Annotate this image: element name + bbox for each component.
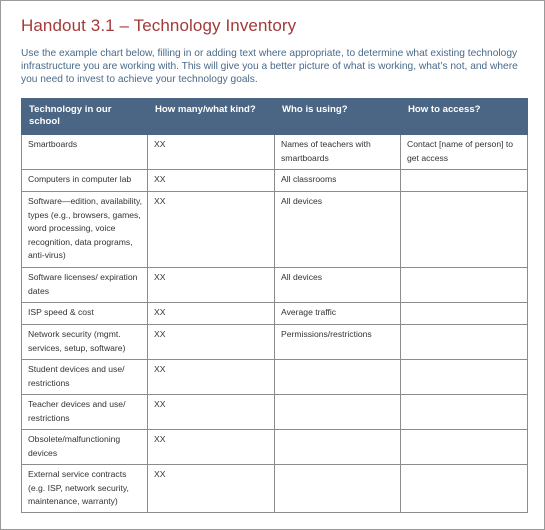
- table-row: [22, 360, 528, 395]
- cell-how-many: XX: [148, 170, 275, 192]
- cell-how-to-access: [401, 395, 528, 430]
- header-how-many: How many/what kind?: [148, 99, 275, 135]
- cell-who-is-using: All classrooms: [275, 170, 401, 192]
- intro-paragraph: Use the example chart below, filling in or adding text where appropriate, to determine what existing technology infrastructure you are working with. This will give you a better picture of what is working, what’s not, and where you need to invest to achieve your technology goals.: [21, 48, 518, 85]
- header-technology: Technology in our school: [22, 99, 148, 135]
- cell-who-is-using: All devices: [275, 268, 401, 303]
- cell-how-to-access: [401, 170, 528, 192]
- cell-how-many: XX: [148, 192, 275, 268]
- cell-how-many: XX: [148, 430, 275, 465]
- cell-technology: Student devices and use/ restrictions: [22, 360, 148, 395]
- cell-how-to-access: [401, 360, 528, 395]
- cell-how-many: XX: [148, 268, 275, 303]
- cell-how-many: XX: [148, 325, 275, 360]
- cell-how-to-access: [401, 430, 528, 465]
- cell-who-is-using: [275, 395, 401, 430]
- cell-technology: External service contracts (e.g. ISP, network security, maintenance, warranty): [22, 465, 148, 513]
- cell-who-is-using: Names of teachers with smartboards: [275, 135, 401, 170]
- cell-who-is-using: [275, 430, 401, 465]
- table-header-row: [22, 99, 528, 135]
- table-row: [22, 430, 528, 465]
- cell-how-to-access: [401, 303, 528, 325]
- table-row: [22, 192, 528, 268]
- table-row: [22, 395, 528, 430]
- cell-technology: Smartboards: [22, 135, 148, 170]
- table-row: [22, 325, 528, 360]
- cell-who-is-using: All devices: [275, 192, 401, 268]
- cell-technology: Computers in computer lab: [22, 170, 148, 192]
- cell-how-to-access: [401, 465, 528, 513]
- cell-how-many: XX: [148, 303, 275, 325]
- cell-how-many: XX: [148, 395, 275, 430]
- cell-technology: Network security (mgmt. services, setup, software): [22, 325, 148, 360]
- cell-who-is-using: Permissions/restrictions: [275, 325, 401, 360]
- cell-technology: ISP speed & cost: [22, 303, 148, 325]
- technology-inventory-table: [21, 98, 528, 513]
- table-row: [22, 465, 528, 513]
- cell-how-to-access: [401, 268, 528, 303]
- cell-technology: Teacher devices and use/ restrictions: [22, 395, 148, 430]
- handout-title: Handout 3.1 – Technology Inventory: [21, 16, 297, 35]
- table-row: [22, 135, 528, 170]
- cell-how-many: XX: [148, 135, 275, 170]
- cell-how-to-access: [401, 192, 528, 268]
- cell-who-is-using: [275, 360, 401, 395]
- cell-who-is-using: Average traffic: [275, 303, 401, 325]
- cell-technology: Software—edition, availability, types (e.g., browsers, games, word processing, voice recognition, data programs, anti-virus): [22, 192, 148, 268]
- cell-how-to-access: Contact [name of person] to get access: [401, 135, 528, 170]
- table-row: [22, 268, 528, 303]
- header-who-is-using: Who is using?: [275, 99, 401, 135]
- table-row: [22, 303, 528, 325]
- cell-technology: Obsolete/malfunctioning devices: [22, 430, 148, 465]
- cell-technology: Software licenses/ expiration dates: [22, 268, 148, 303]
- table-row: [22, 170, 528, 192]
- cell-how-to-access: [401, 325, 528, 360]
- header-how-to-access: How to access?: [401, 99, 528, 135]
- cell-how-many: XX: [148, 360, 275, 395]
- cell-who-is-using: [275, 465, 401, 513]
- cell-how-many: XX: [148, 465, 275, 513]
